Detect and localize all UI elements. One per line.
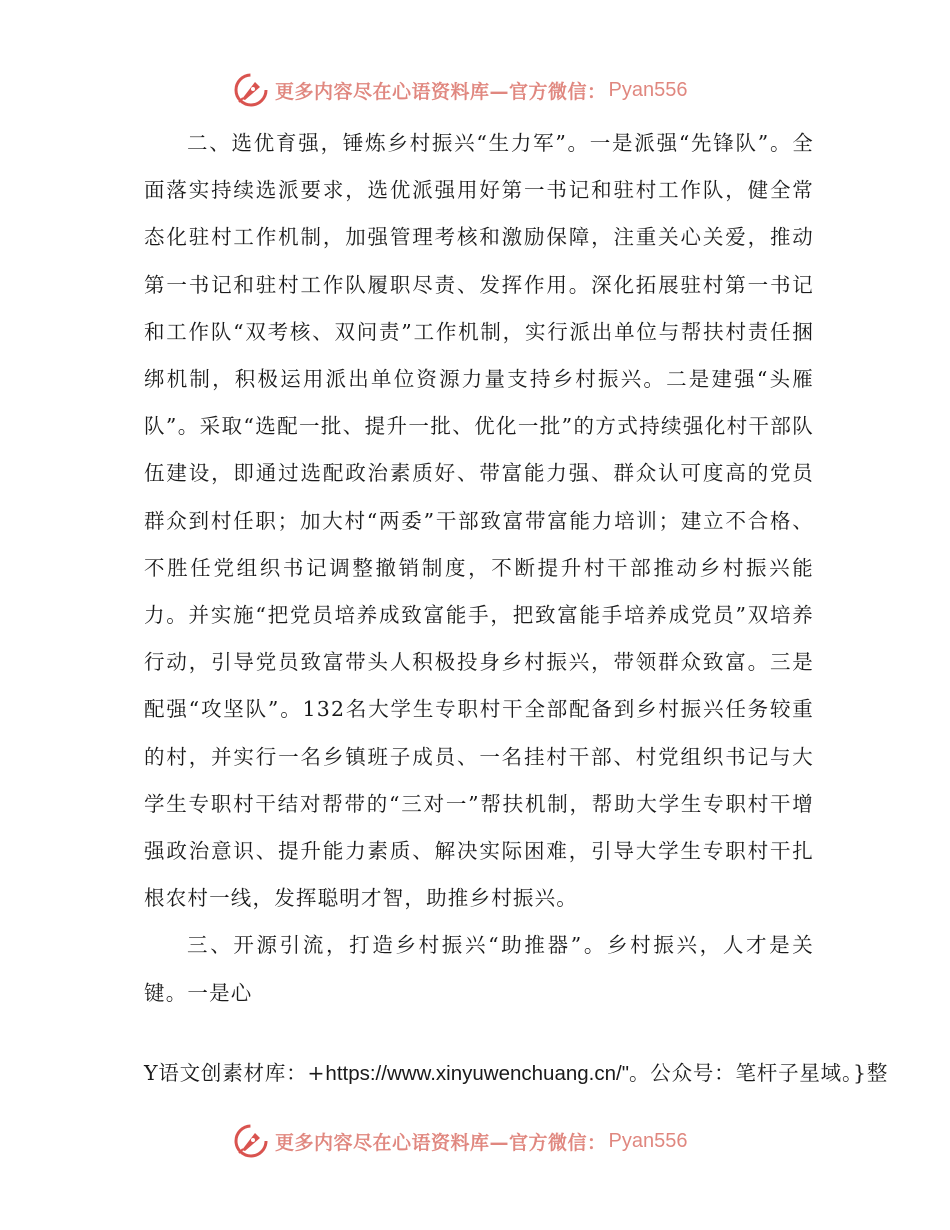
- paragraph-2: 三、开源引流，打造乡村振兴“助推器”。乡村振兴，人才是关键。一是心: [144, 933, 814, 1005]
- document-body: [144, 120, 814, 1017]
- banner-wechat-id: Pyan556: [608, 78, 688, 101]
- watermark-url: https://www.xinyuwenchuang.cn/": [325, 1062, 629, 1085]
- banner-text: 更多内容尽在心语资料库—官方微信：: [275, 80, 607, 103]
- source-watermark-line: [144, 1050, 889, 1097]
- paragraph-1: 二、选优育强，锤炼乡村振兴“生力军”。一是派强“先锋队”。全面落实持续选派要求，选优派强用好第一书记和驻村工作队，健全常态化驻村工作机制，加强管理考核和激励保障，注重关心关爱，推动第一书记和驻村工作队履职尽责、发挥作用。深化拓展驻村第一书记和工作队“双考核、双问责”工作机制，实行派出单位与帮扶村责任捆绑机制，积极运用派出单位资源力量支持乡村振兴。二是建强“头雁队”。采取“选配一批、提升一批、优化一批”的方式持续强化村干部队伍建设，即通过选配政治素质好、带富能力强、群众认可度高的党员群众到村任职；加大村“两委”干部致富带富能力培训；建立不合格、不胜任党组织书记调整撤销制度，不断提升村干部推动乡村振兴能力。并实施“把党员培养成致富能手，把致富能手培养成党员”双培养行动，引导党员致富带头人积极投身乡村振兴，带领群众致富。三是配强“攻坚队”。132名大学生专职村干全部配备到乡村振兴任务较重的村，并实行一名乡镇班子成员、一名挂村干部、村党组织书记与大学生专职村干结对帮带的“三对一”帮扶机制，帮助大学生专职村干增强政治意识、提升能力素质、解决实际困难，引导大学生专职村干扎根农村一线，发挥聪明才智，助推乡村振兴。: [144, 131, 814, 911]
- watermark-suffix: 。公众号：笔杆子星域。}整: [628, 1061, 889, 1085]
- footer-banner: [233, 1121, 687, 1161]
- watermark-prefix: Y语文创素材库：+: [144, 1061, 326, 1085]
- pen-nib-logo-icon: [233, 72, 269, 108]
- pen-nib-logo-icon: [233, 1123, 269, 1159]
- banner-text: 更多内容尽在心语资料库—官方微信：: [275, 1131, 607, 1154]
- header-banner: [233, 70, 687, 110]
- banner-wechat-id: Pyan556: [608, 1129, 688, 1152]
